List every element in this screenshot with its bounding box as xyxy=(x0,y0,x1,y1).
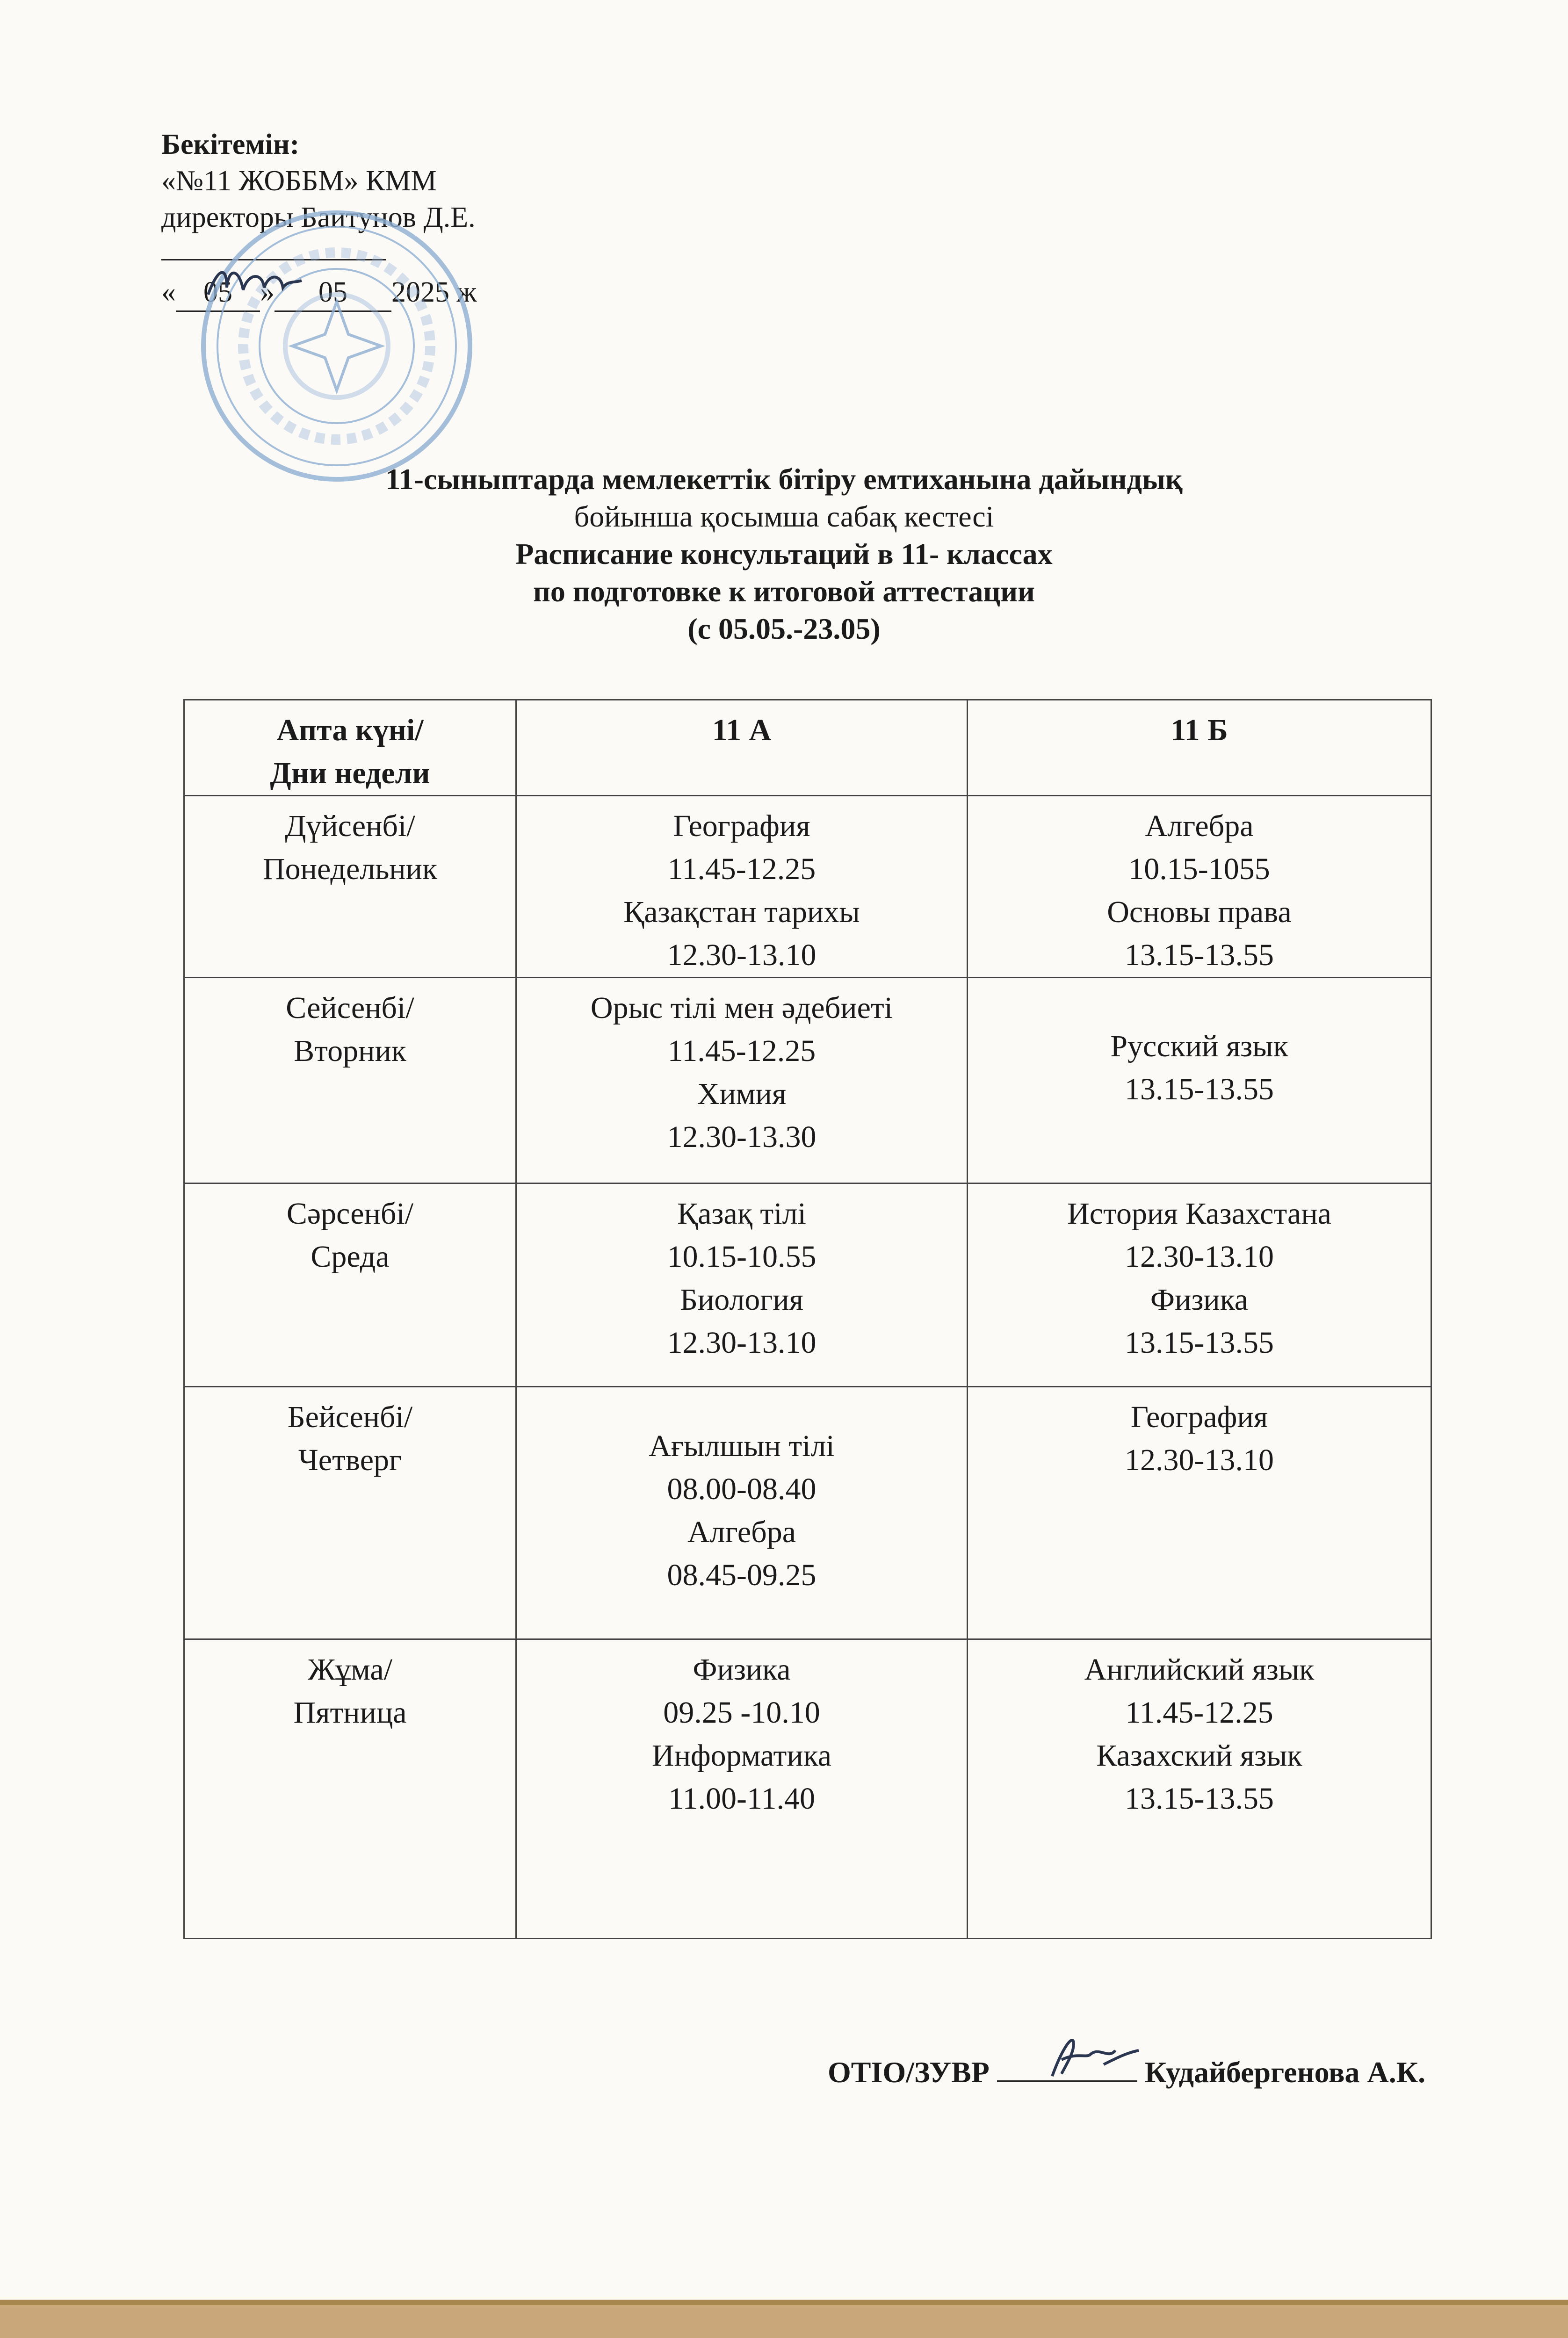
class-11b-cell: География 12.30-13.10 xyxy=(968,1387,1431,1639)
table-row xyxy=(184,1639,1431,1939)
day-cell: Бейсенбі/ Четверг xyxy=(184,1387,516,1639)
class-11a-cell: Физика 09.25 -10.10 Информатика 11.00-11.40 xyxy=(516,1639,968,1939)
table-row xyxy=(184,1183,1431,1387)
deputy-signature xyxy=(1033,2032,1146,2083)
class-11a-cell: География 11.45-12.25 Қазақстан тарихы 12.30-13.10 xyxy=(516,796,968,978)
class-11a-cell: Орыс тілі мен әдебиеті 11.45-12.25 Химия 12.30-13.30 xyxy=(516,978,968,1183)
approval-organization: «№11 ЖОББМ» КММ xyxy=(161,165,437,197)
class-11b-cell: Алгебра 10.15-1055 Основы права 13.15-13.55 xyxy=(968,796,1431,978)
header-class-11a: 11 А xyxy=(516,700,968,796)
class-11b-cell: Русский язык 13.15-13.55 xyxy=(968,978,1431,1183)
table-header-row xyxy=(184,700,1431,796)
title-period: (с 05.05.-23.05) xyxy=(687,612,881,645)
date-year: 2025 ж xyxy=(391,276,477,308)
title-kz-line2: бойынша қосымша сабақ кестесі xyxy=(574,500,994,533)
approval-heading: Бекітемін: xyxy=(161,129,300,160)
footer-role: ОТІО/ЗУВР xyxy=(828,2056,990,2089)
table-row xyxy=(184,1387,1431,1639)
class-11a-cell: Ағылшын тілі 08.00-08.40 Алгебра 08.45-09.25 xyxy=(516,1387,968,1639)
class-11b-cell: История Казахстана 12.30-13.10 Физика 13.15-13.55 xyxy=(968,1183,1431,1387)
table-row xyxy=(184,978,1431,1183)
title-ru-line1: Расписание консультаций в 11- классах xyxy=(515,537,1053,570)
director-signature xyxy=(201,255,309,311)
table-row xyxy=(184,796,1431,978)
day-cell: Дүйсенбі/ Понедельник xyxy=(184,796,516,978)
day-cell: Сәрсенбі/ Среда xyxy=(184,1183,516,1387)
date-day: 05 xyxy=(176,274,260,312)
document-titles xyxy=(0,461,1568,648)
approval-director: директоры Баитунов Д.Е. xyxy=(161,202,476,233)
official-seal-stamp xyxy=(196,206,477,486)
approval-date: « 05 » 05 2025 ж xyxy=(161,274,477,312)
header-weekday: Апта күні/ Дни недели xyxy=(184,700,516,796)
title-ru-line2: по подготовке к итоговой аттестации xyxy=(533,575,1035,608)
page-edge xyxy=(0,2305,1568,2338)
header-class-11b: 11 Б xyxy=(968,700,1431,796)
footer-name: Кудайбергенова А.К. xyxy=(1144,2056,1426,2089)
schedule-table xyxy=(183,699,1432,1939)
class-11a-cell: Қазақ тілі 10.15-10.55 Биология 12.30-13.10 xyxy=(516,1183,968,1387)
day-cell: Жұма/ Пятница xyxy=(184,1639,516,1939)
title-kz-line1: 11-сыныптарда мемлекеттік бітіру емтиханына дайындық xyxy=(385,462,1183,496)
class-11b-cell: Английский язык 11.45-12.25 Казахский язык 13.15-13.55 xyxy=(968,1639,1431,1939)
day-cell: Сейсенбі/ Вторник xyxy=(184,978,516,1183)
date-month: 05 xyxy=(275,274,391,312)
